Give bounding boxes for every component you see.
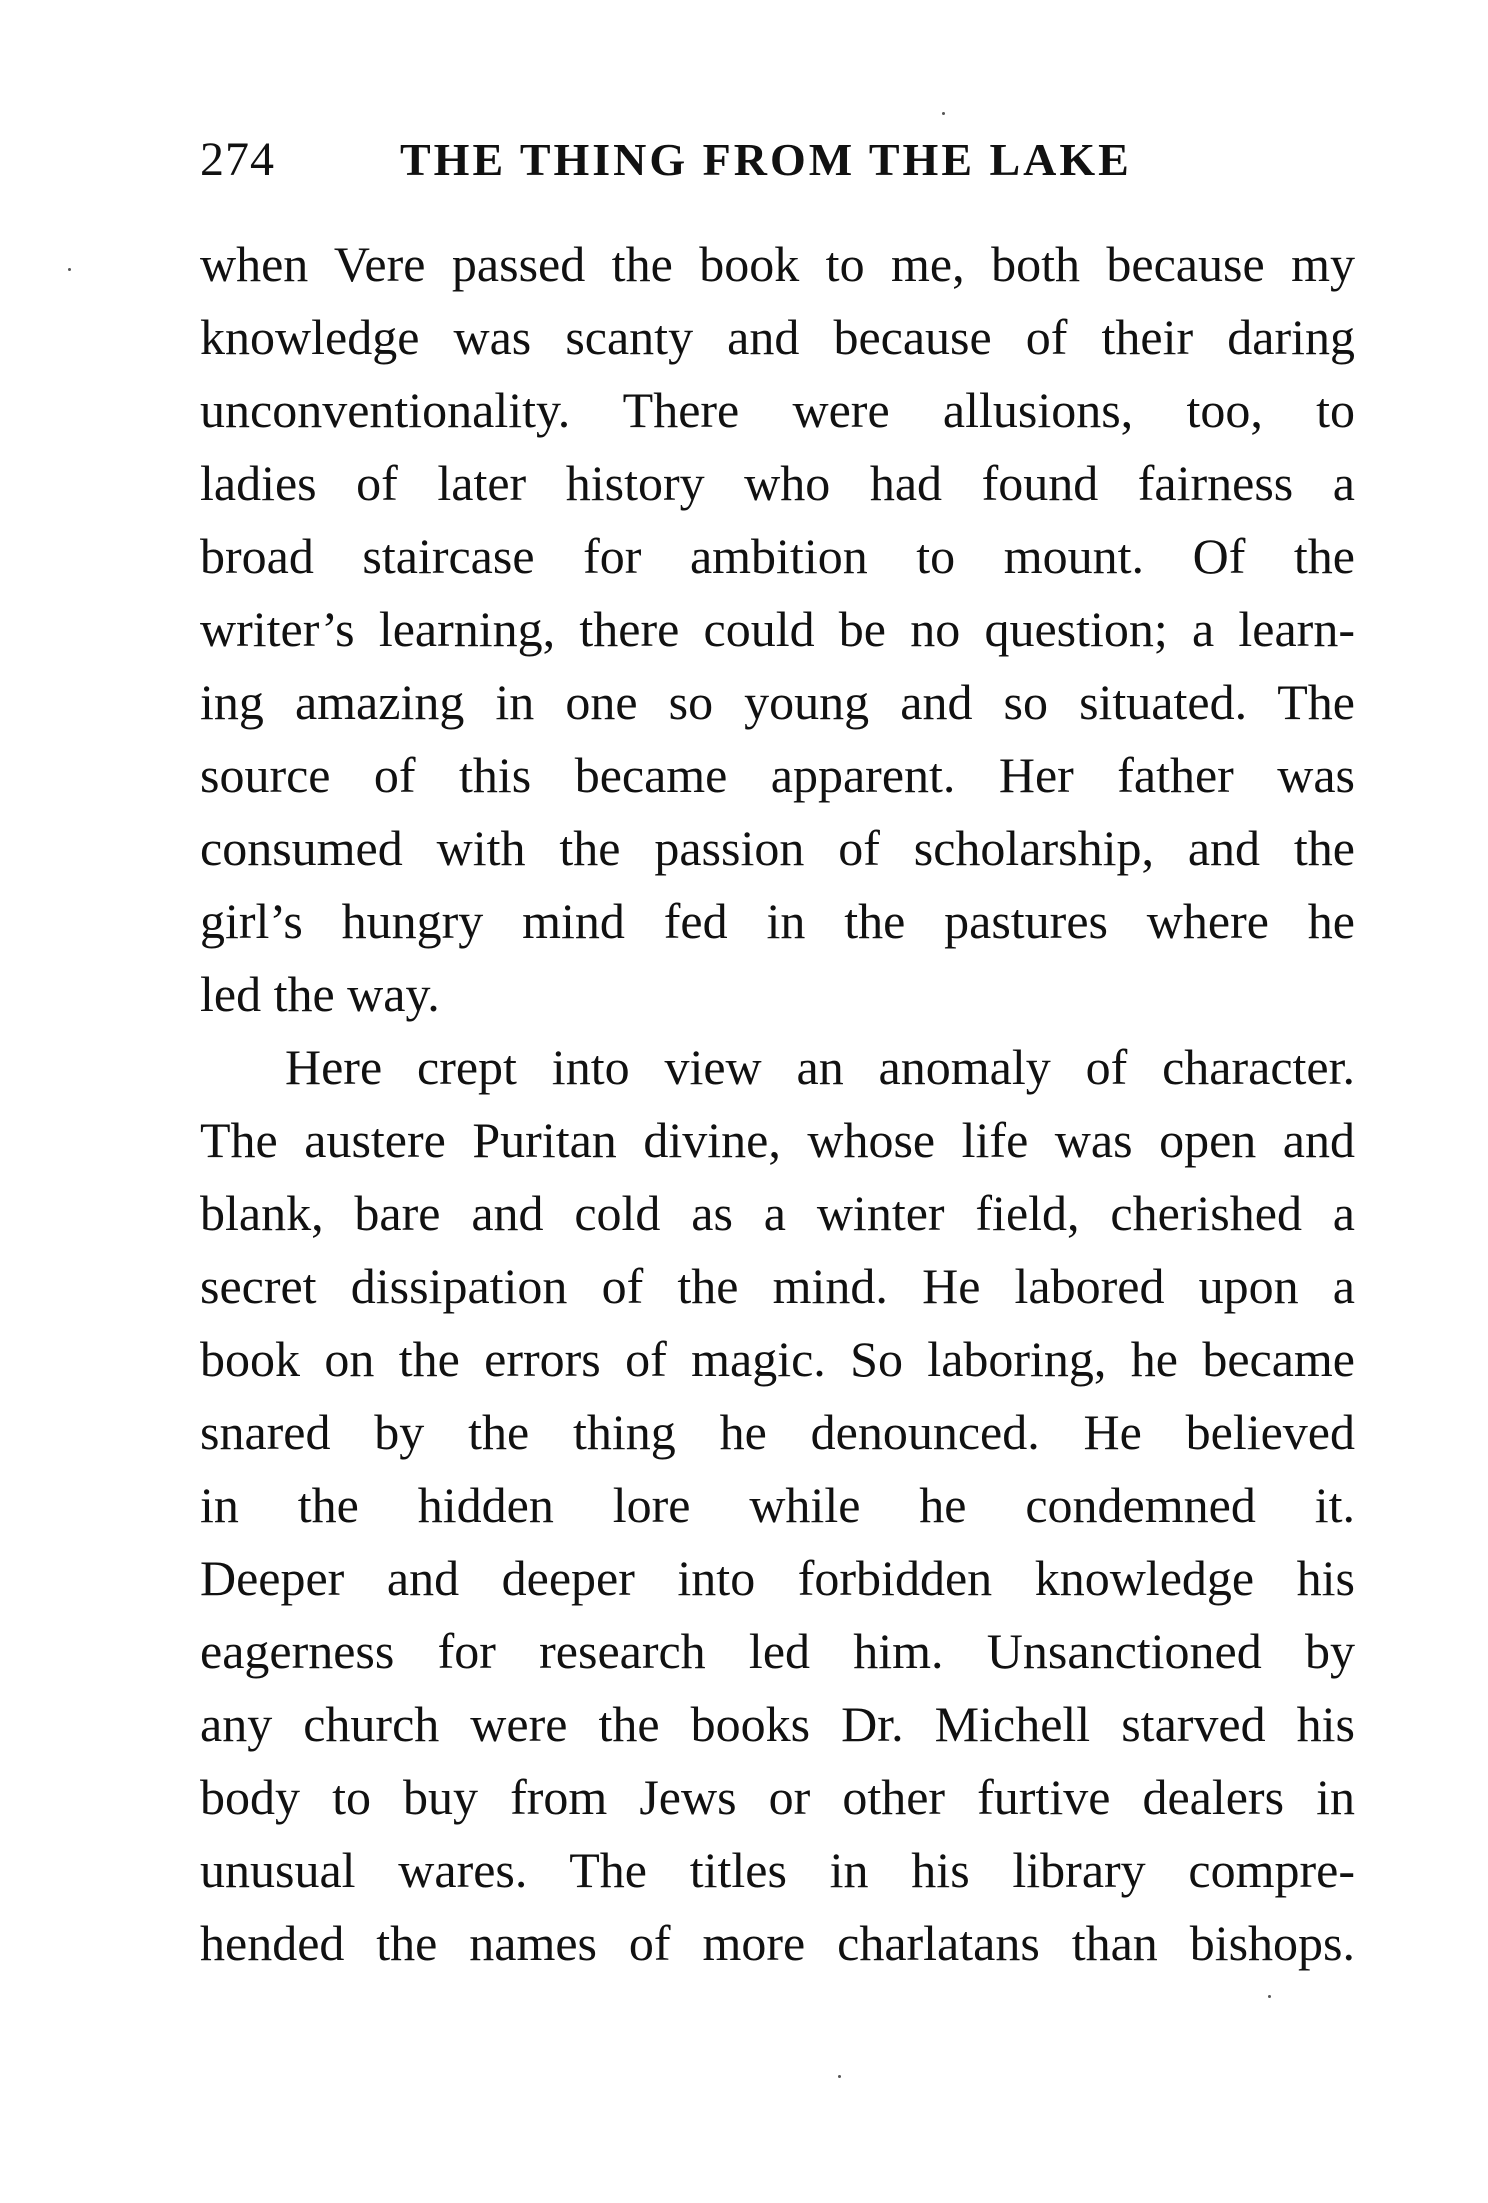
body-text <box>200 228 1355 1980</box>
text-line: girl’s hungry mind fed in the pastures where he <box>200 893 1355 949</box>
page-header <box>200 130 1355 190</box>
text-line: in the hidden lore while he condemned it. <box>200 1477 1355 1533</box>
text-line: Here crept into view an anomaly of character. <box>285 1039 1355 1095</box>
page-number: 274 <box>200 133 275 186</box>
print-speck <box>1268 1995 1271 1998</box>
text-line: Deeper and deeper into forbidden knowledge his <box>200 1550 1355 1606</box>
text-line: consumed with the passion of scholarship, and the <box>200 820 1355 876</box>
text-line: knowledge was scanty and because of their daring <box>200 309 1355 365</box>
text-line: hended the names of more charlatans than bishops. <box>200 1915 1355 1971</box>
text-line: source of this became apparent. Her father was <box>200 747 1355 803</box>
text-line: any church were the books Dr. Michell starved his <box>200 1696 1355 1752</box>
text-line: unconventionality. There were allusions, too, to <box>200 382 1355 438</box>
text-line: book on the errors of magic. So laboring, he became <box>200 1331 1355 1387</box>
text-line: broad staircase for ambition to mount. Of the <box>200 528 1355 584</box>
print-speck <box>68 268 71 271</box>
text-line: eagerness for research led him. Unsanctioned by <box>200 1623 1355 1679</box>
text-line: led the way. <box>200 966 440 1022</box>
text-line: The austere Puritan divine, whose life was open and <box>200 1112 1355 1168</box>
print-speck <box>838 2075 841 2078</box>
text-line: body to buy from Jews or other furtive dealers in <box>200 1769 1355 1825</box>
print-speck <box>942 112 945 115</box>
running-title: THE THING FROM THE LAKE <box>400 134 1132 185</box>
text-line: ladies of later history who had found fairness a <box>200 455 1355 511</box>
paragraph-2 <box>200 1031 1355 1980</box>
text-line: snared by the thing he denounced. He believed <box>200 1404 1355 1460</box>
paragraph-1 <box>200 228 1355 1031</box>
text-line: when Vere passed the book to me, both because my <box>200 236 1355 292</box>
text-line: writer’s learning, there could be no question; a learn- <box>200 601 1355 657</box>
text-line: secret dissipation of the mind. He labored upon a <box>200 1258 1355 1314</box>
text-line: ing amazing in one so young and so situated. The <box>200 674 1355 730</box>
text-line: unusual wares. The titles in his library compre- <box>200 1842 1355 1898</box>
text-line: blank, bare and cold as a winter field, cherished a <box>200 1185 1355 1241</box>
